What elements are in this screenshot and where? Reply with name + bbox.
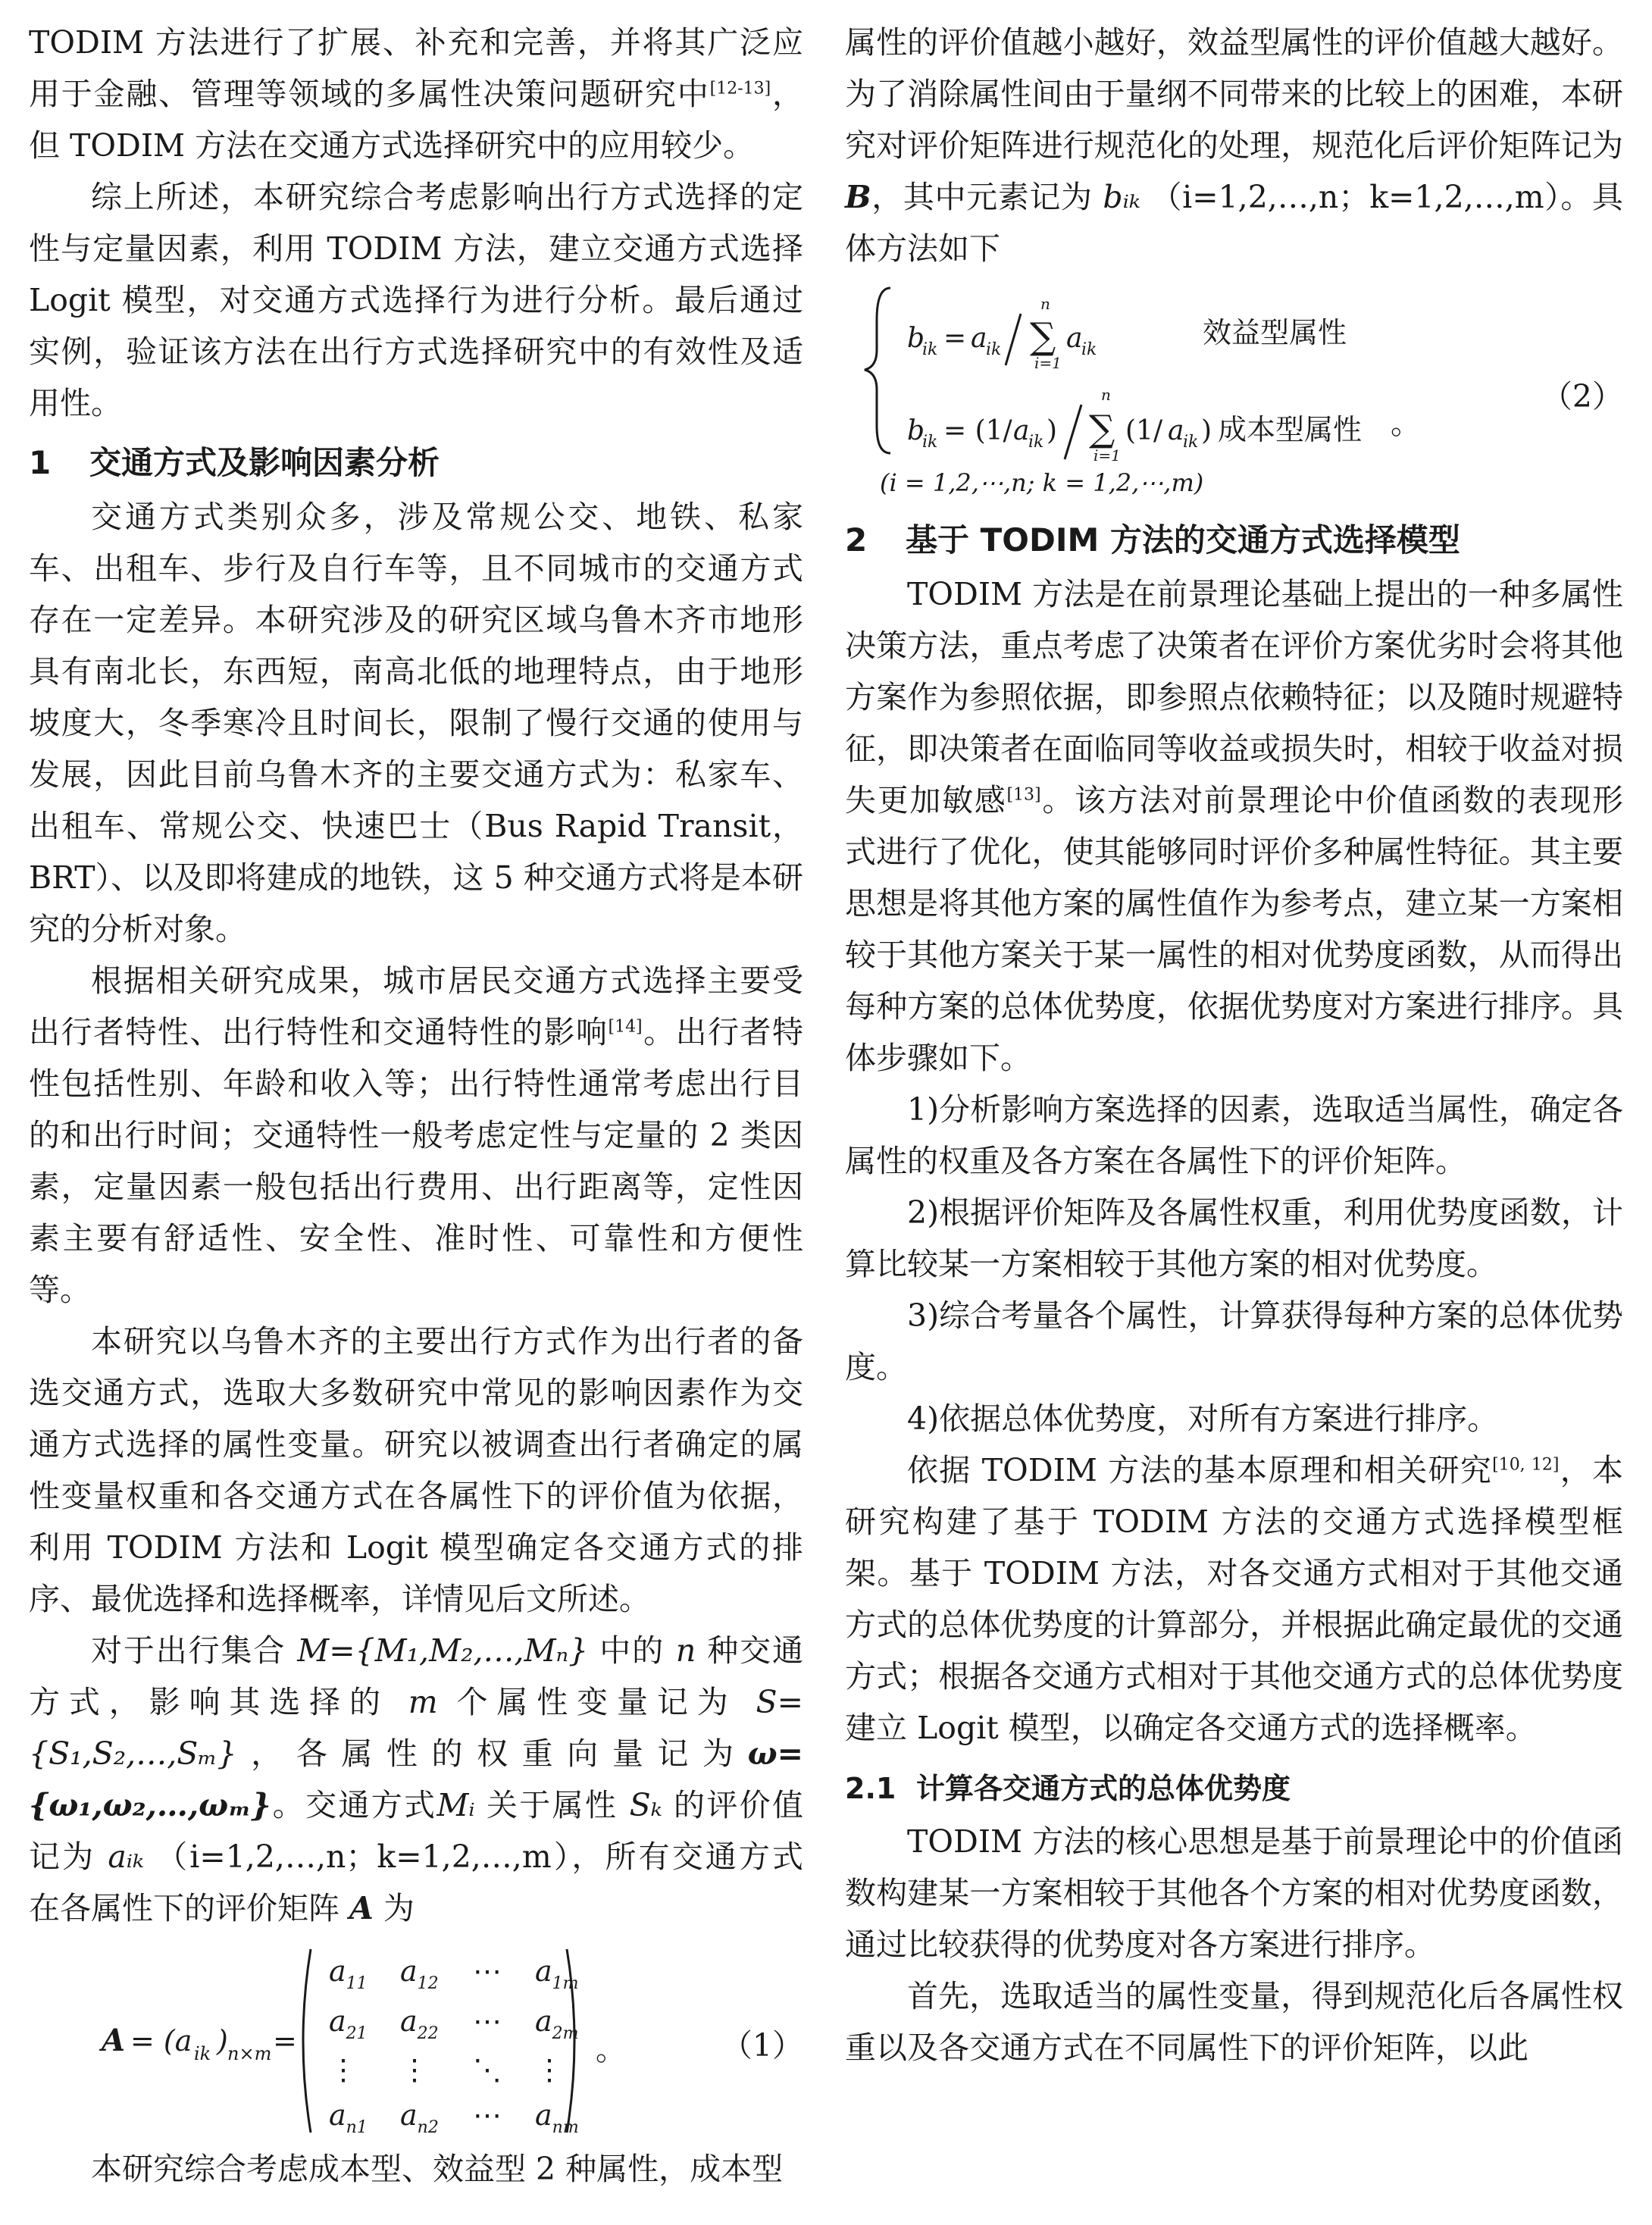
eq2-a: a — [1168, 415, 1184, 446]
eq2-sub: ik — [922, 433, 938, 452]
paragraph — [29, 955, 803, 1316]
text: ，各属性的权重向量记为 — [236, 1735, 748, 1772]
eq2-brace — [865, 288, 890, 453]
eq2-slash — [1006, 314, 1021, 365]
eq1-sub: ik — [194, 2043, 211, 2064]
eq2-sigma: ∑ — [1089, 408, 1115, 450]
eq2-eq: = (1/ — [943, 415, 1012, 446]
matrix-cell: $a_{2m}$ — [535, 2004, 579, 2043]
eq2-eq: = — [943, 323, 967, 354]
step-item: 2)根据评价矩阵及各属性权重，利用优势度函数，计算比较某一方案相较于其他方案的相对优势度。 — [845, 1194, 1623, 1282]
eq2-a: a — [1013, 415, 1030, 446]
math-inline: B — [845, 179, 871, 215]
paragraph — [845, 568, 1623, 1084]
math-inline: Mᵢ — [436, 1787, 475, 1823]
math-inline: n — [675, 1632, 696, 1669]
step-item: 4)依据总体优势度，对所有方案进行排序。 — [907, 1400, 1499, 1437]
eq2-sub: ik — [922, 340, 938, 359]
math-inline: Sₖ — [629, 1787, 662, 1823]
paragraph: 本研究综合考虑成本型、效益型 2 种属性，成本型 — [91, 2151, 784, 2187]
citation: [12-13] — [709, 79, 771, 99]
text: （i=1,2,…,n；k=1,2,…,m），所有交通方式在各属性下的评价矩阵 — [29, 1839, 803, 1926]
text: 。该方法对前景理论中价值函数的表现形式进行了优化，使其能够同时评价多种属性特征。其主要思想是将其他方案的属性值作为参考点，建立某一方案相较于其他方案关于某一属性的相对优势度函数，从而得出每种方案的总体优势度，依据优势度对方案进行排序。具体步骤如下。 — [845, 782, 1624, 1076]
matrix-cell: $a_{1m}$ — [535, 1954, 579, 1993]
eq1-paren: ) — [217, 2024, 228, 2058]
eq2-sub: ik — [1081, 340, 1097, 359]
subsection-heading — [845, 1761, 1623, 1816]
matrix-cell: ⋮ — [400, 2053, 429, 2086]
text: 。出行者特性包括性别、年龄和收入等；出行特性通常考虑出行目的和出行时间；交通特性一般考虑定性与定量的 2 类因素，定量因素一般包括出行费用、出行距离等，定性因素主要有舒适性、安全性、准时性、可靠性和方便性等。 — [29, 1014, 804, 1308]
math-inline: S={S₁,S₂,…,Sₘ} — [29, 1684, 803, 1772]
text: TODIM 方法进行了扩展、补充和完善，并将其广泛应用于金融、管理等领域的多属性决策问题研究中 — [29, 24, 803, 112]
equation-number: （2） — [1541, 378, 1623, 415]
text: 依据 TODIM 方法的基本原理和相关研究 — [907, 1452, 1493, 1488]
math-inline: m — [408, 1684, 438, 1720]
text: 关于属性 — [486, 1787, 618, 1823]
eq1-A: A — [102, 2023, 126, 2058]
equation-2 — [845, 274, 1623, 502]
eq2-b: b — [907, 415, 925, 446]
left-column — [29, 17, 803, 2195]
equation-number: （1） — [721, 2027, 803, 2064]
matrix-cell: $a_{n1}$ — [329, 2098, 368, 2137]
text: TODIM 方法是在前景理论基础上提出的一种多属性决策方法，重点考虑了决策者在评价方案优劣时会将其他方案作为参照依据，即参照点依赖特征；以及随时规避特征，即决策者在面临同等收益或损失时，相较于收益对损失更加敏感 — [845, 576, 1623, 818]
eq2-period: 。 — [1391, 406, 1421, 441]
subsection-number: 2.1 — [845, 1772, 896, 1805]
eq2-paren: (1/ — [1125, 415, 1163, 446]
eq2-a: a — [1066, 323, 1083, 354]
section-number: 2 — [845, 521, 868, 559]
text: 。交通方式 — [271, 1787, 437, 1823]
eq2-sub: ik — [986, 340, 1002, 359]
paragraph: 综上所述，本研究综合考虑影响出行方式选择的定性与定量因素，利用 TODIM 方法，建立交通方式选择 Logit 模型，对交通方式选择行为进行分析。最后通过实例，验证该方法在出行方式选择研究中的有效性及适用性。 — [29, 179, 803, 421]
matrix-cell: ⋯ — [473, 1954, 502, 1988]
eq2-b: b — [907, 323, 925, 354]
text: ，其中元素记为 — [871, 179, 1093, 215]
right-column — [845, 17, 1623, 2073]
math-inline: bᵢₖ — [1103, 179, 1140, 215]
math-inline: M={M₁,M₂,…,Mₙ} — [297, 1632, 589, 1669]
text: 为 — [383, 1890, 415, 1926]
eq1-equals: = — [273, 2024, 297, 2058]
eq2-sigma: ∑ — [1030, 315, 1056, 358]
text: 属性的评价值越小越好，效益型属性的评价值越大越好。为了消除属性间由于量纲不同带来的比较上的困难，本研究对评价矩阵进行规范化的处理，规范化后评价矩阵记为 — [845, 24, 1623, 164]
text: 根据相关研究成果，城市居民交通方式选择主要受出行者特性、出行特性和交通特性的影响 — [29, 962, 803, 1050]
matrix-cell: $a_{12}$ — [400, 1954, 439, 1993]
text: 种交通方式，影响其选择的 — [29, 1632, 803, 1720]
citation: [10, 12] — [1492, 1455, 1560, 1475]
paragraph — [29, 17, 803, 171]
eq1-size: n×m — [227, 2043, 272, 2064]
eq2-sum-top: n — [1040, 295, 1050, 313]
math-inline: A — [349, 1890, 374, 1926]
matrix-cell: $a_{22}$ — [400, 2004, 439, 2043]
eq2-a: a — [971, 323, 987, 354]
eq2-label-benefit: 效益型属性 — [1203, 316, 1347, 349]
eq2-sum-bot: i=1 — [1094, 446, 1121, 465]
eq1-period: 。 — [596, 2033, 626, 2067]
matrix-cell: ⋱ — [473, 2053, 502, 2086]
eq2-sub: ik — [1183, 433, 1199, 452]
matrix-cell: $a_{nm}$ — [535, 2098, 579, 2137]
matrix-cell: ⋮ — [535, 2053, 564, 2086]
step-item: 1)分析影响方案选择的因素，选取适当属性，确定各属性的权重及各方案在各属性下的评价矩阵。 — [845, 1091, 1623, 1179]
eq2-sum-bot: i=1 — [1034, 354, 1062, 372]
text: 个属性变量记为 — [456, 1684, 737, 1720]
eq1-left-bracket — [303, 1949, 311, 2133]
paragraph — [29, 1625, 803, 1934]
equation-2-graphic — [845, 274, 1623, 502]
text: ，但 TODIM 方法在交通方式选择研究中的应用较少。 — [29, 76, 804, 164]
citation: [13] — [1006, 785, 1041, 805]
eq2-label-cost: 成本型属性 — [1218, 413, 1363, 446]
text: （i=1,2,…,n；k=1,2,…,m）。具体方法如下 — [845, 179, 1623, 267]
citation: [14] — [608, 1017, 643, 1037]
text: 中的 — [599, 1632, 665, 1669]
eq1-lhs: = (a — [130, 2024, 192, 2058]
section-heading — [29, 435, 803, 491]
equation-1-graphic — [29, 1939, 803, 2143]
section-title: 基于 TODIM 方法的交通方式选择模型 — [906, 521, 1460, 559]
section-heading — [845, 512, 1623, 568]
matrix-cell: ⋯ — [473, 2098, 502, 2132]
paragraph — [845, 17, 1623, 274]
equation-1 — [29, 1939, 803, 2143]
matrix-cell: $a_{21}$ — [329, 2004, 368, 2043]
matrix-cell: $a_{11}$ — [329, 1954, 368, 1993]
paragraph: 交通方式类别众多，涉及常规公交、地铁、私家车、出租车、步行及自行车等，且不同城市的交通方式存在一定差异。本研究涉及的研究区域乌鲁木齐市地形具有南北长，东西短，南高北低的地理特点，由于地形坡度大，冬季寒冷且时间长，限制了慢行交通的使用与发展，因此目前乌鲁木齐的主要交通方式为：私家车、出租车、常规公交、快速巴士（Bus Rapid Transit，BRT）、以及即将建成的地铁，这 5 种交通方式将是本研究的分析对象。 — [29, 499, 803, 947]
subsection-title: 计算各交通方式的总体优势度 — [916, 1772, 1291, 1805]
text: 的评价值记为 — [29, 1787, 803, 1875]
eq2-sub: ik — [1028, 433, 1044, 452]
step-item: 3)综合考量各个属性，计算获得每种方案的总体优势度。 — [845, 1297, 1623, 1385]
matrix-cell: ⋯ — [473, 2004, 502, 2038]
paragraph: TODIM 方法的核心思想是基于前景理论中的价值函数构建某一方案相较于其他各个方案的相对优势度函数，通过比较获得的优势度对各方案进行排序。 — [845, 1823, 1623, 1963]
eq2-slash — [1065, 405, 1081, 459]
paragraph: 本研究以乌鲁木齐的主要出行方式作为出行者的备选交通方式，选取大多数研究中常见的影响因素作为交通方式选择的属性变量。研究以被调查出行者确定的属性变量权重和各交通方式在各属性下的评价值为依据，利用 TODIM 方法和 Logit 模型确定各交通方式的排序、最优选择和选择概率，详情见后文所述。 — [29, 1323, 803, 1617]
section-number: 1 — [29, 444, 52, 481]
matrix-cell: $a_{n2}$ — [400, 2098, 439, 2137]
section-title: 交通方式及影响因素分析 — [89, 444, 440, 481]
matrix-cell: ⋮ — [329, 2053, 358, 2086]
eq2-paren: ) — [1201, 415, 1212, 446]
eq2-condition: (i = 1,2,⋯,n; k = 1,2,⋯,m) — [880, 468, 1204, 497]
math-inline: aᵢₖ — [108, 1839, 144, 1875]
paragraph — [845, 1444, 1623, 1754]
paragraph: 首先，选取适当的属性变量，得到规范化后各属性权重以及各交通方式在不同属性下的评价矩阵，以此 — [845, 1978, 1623, 2066]
eq2-sum-top: n — [1101, 386, 1111, 404]
text: ，本研究构建了基于 TODIM 方法的交通方式选择模型框架。基于 TODIM 方法，对各交通方式相对于其他交通方式的总体优势度的计算部分，并根据此确定最优的交通方式；根据各交通方式相对于其他交通方式的总体优势度建立 Logit 模型，以确定各交通方式的选择概率。 — [845, 1452, 1624, 1746]
eq2-paren: ) — [1047, 415, 1058, 446]
math-inline: ω={ω₁,ω₂,…,ωₘ} — [29, 1735, 803, 1823]
text: 对于出行集合 — [91, 1632, 286, 1669]
